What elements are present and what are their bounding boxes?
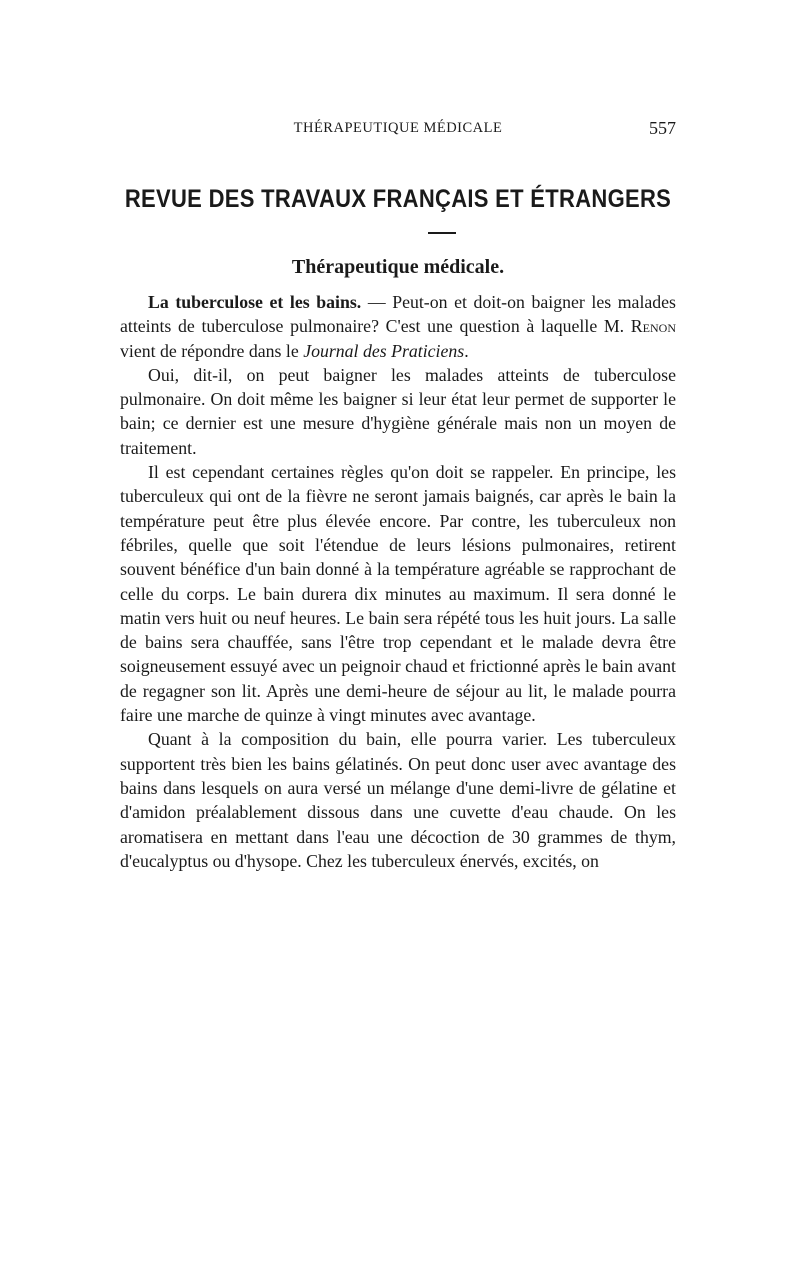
author-name: Renon — [630, 316, 676, 337]
paragraph-1-end: . — [464, 340, 469, 361]
paragraph-1-text-a: — Peut-on et doit-on baigner les malades atteints de tuberculose pulmonaire? C'est une question à laquelle M. — [120, 292, 676, 337]
running-head — [120, 118, 676, 142]
paragraph-4: Quant à la composition du bain, elle pourra varier. Les tuberculeux supportent très bien les bains gélatinés. On peut donc user avec avantage des bains dans lesquels on aura versé un mélange d'une demi-livre de gélatine et d'amidon préalablement dissous dans une cuvette d'eau chaude. On les aromatisera en mettant dans l'eau une décoction de 30 grammes de thym, d'eucalyptus ou d'hysope. Chez les tuberculeux énervés, excités, on — [120, 729, 676, 871]
paragraph-2: Oui, dit-il, on peut baigner les malades atteints de tuberculose pulmonaire. On doit même les baigner si leur état leur permet de supporter le bain; ce dernier est une mesure d'hygiène générale mais non un moyen de traitement. — [120, 364, 676, 458]
running-title: THÉRAPEUTIQUE MÉDICALE — [293, 120, 503, 136]
paragraph-3: Il est cependant certaines règles qu'on doit se rappeler. En principe, les tuberculeux qui ont de la fièvre ne seront jamais baignés, car après le bain la température peut être plus élevée encore. Par contre, les tuberculeux non fébriles, quelle que soit l'étendue de leurs lésions pulmonaires, retirent souvent bénéfice d'un bain donné à la température agréable se rapprochant de celle du corps. Le bain durera dix minutes au maximum. Il sera donné le matin vers huit ou neuf heures. Le bain sera répété tous les huit jours. La salle de bains sera chauffée, sans l'être trop cependant et le malade devra être soigneusement essuyé avec un peignoir chaud et frictionné après le bain avant de regagner son lit. Après une demi-heure de séjour au lit, le malade pourra faire une marche de quinze à vingt minutes avec avantage. — [120, 462, 676, 726]
journal-title: Journal des Praticiens — [303, 340, 465, 361]
subsection-title: Thérapeutique médicale. — [291, 256, 505, 278]
article-lead-title: La tuberculose et les bains. — [148, 292, 362, 312]
section-title: REVUE DES TRAVAUX FRANÇAIS ET ÉTRANGERS — [124, 184, 672, 213]
paragraph-1 — [120, 290, 676, 363]
title-divider — [428, 232, 456, 234]
paragraph-1-text-b: vient de répondre dans le — [120, 340, 304, 361]
page-number: 557 — [649, 118, 676, 138]
article-body — [120, 290, 676, 873]
